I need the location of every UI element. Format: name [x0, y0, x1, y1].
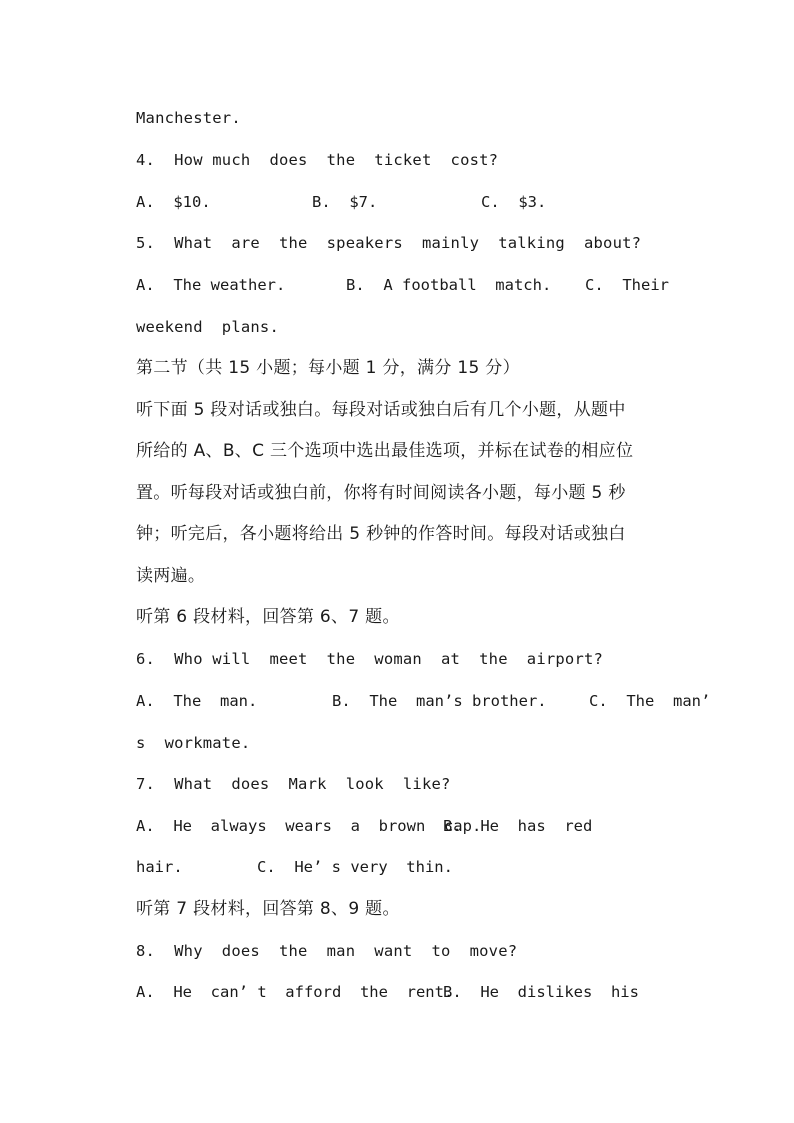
question-6: 6. Who will meet the woman at the airport? [136, 650, 604, 668]
q6-option-c: C. The man’ [589, 692, 711, 710]
q4-option-c: C. $3. [481, 193, 547, 211]
instruction-line-2: 所给的 A、B、C 三个选项中选出最佳选项，并标在试卷的相应位 [136, 441, 634, 461]
q5-option-c: C. Their [585, 276, 669, 294]
q6-option-b: B. The man’s brother. [332, 692, 547, 710]
question-7: 7. What does Mark look like? [136, 775, 451, 793]
q8-option-b: B. He dislikes his [443, 983, 639, 1001]
question-8: 8. Why does the man want to move? [136, 942, 518, 960]
q7-option-b-continued: hair. [136, 858, 183, 876]
q6-option-a: A. The man. [136, 692, 258, 710]
instruction-line-3: 置。听每段对话或独白前，你将有时间阅读各小题，每小题 5 秒 [136, 483, 626, 503]
instruction-line-4: 钟；听完后，各小题将给出 5 秒钟的作答时间。每段对话或独白 [136, 524, 626, 544]
question-4: 4. How much does the ticket cost? [136, 151, 499, 169]
text-line-manchester: Manchester. [136, 109, 241, 127]
q8-option-a: A. He can’ t afford the rent. [136, 983, 454, 1001]
q5-option-c-continued: weekend plans. [136, 318, 279, 336]
q7-option-c: C. He’ s very thin. [257, 858, 453, 876]
question-5: 5. What are the speakers mainly talking about? [136, 234, 642, 252]
q5-option-b: B. A football match. [346, 276, 552, 294]
q4-option-a: A. $10. [136, 193, 211, 211]
q7-option-b: B. He has red [443, 817, 593, 835]
instruction-line-1: 听下面 5 段对话或独白。每段对话或独白后有几个小题，从题中 [136, 400, 626, 420]
material-6-heading: 听第 6 段材料，回答第 6、7 题。 [136, 607, 400, 627]
material-7-heading: 听第 7 段材料，回答第 8、9 题。 [136, 899, 400, 919]
q4-option-b: B. $7. [312, 193, 378, 211]
q6-option-c-continued: s workmate. [136, 734, 251, 752]
instruction-line-5: 读两遍。 [136, 566, 206, 586]
q5-option-a: A. The weather. [136, 276, 286, 294]
q7-option-a: A. He always wears a brown cap. [136, 817, 482, 835]
section-heading: 第二节（共 15 小题；每小题 1 分，满分 15 分） [136, 358, 520, 378]
